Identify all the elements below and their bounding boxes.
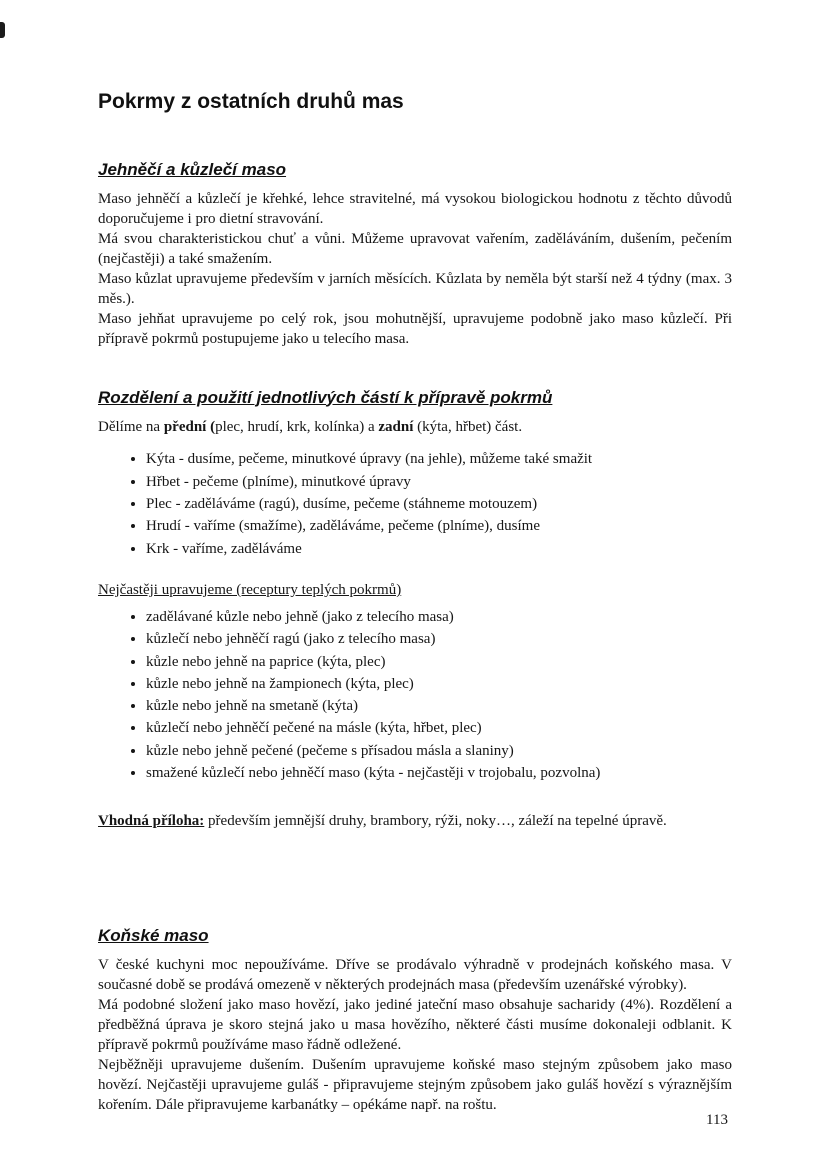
list-item: • smažené kůzlečí nebo jehněčí maso (kýta - nejčastěji v trojobalu, pozvolna) bbox=[146, 763, 732, 784]
list-item: • Hřbet - pečeme (plníme), minutkové úpravy bbox=[146, 472, 732, 493]
list-item: • kůzle nebo jehně na žampionech (kýta, plec) bbox=[146, 674, 732, 695]
page-content bbox=[98, 90, 732, 1116]
garnish-text: především jemnější druhy, brambory, rýži, noky…, záleží na tepelné úpravě. bbox=[204, 813, 667, 830]
paragraph: Nejběžněji upravujeme dušením. Dušením upravujeme koňské maso stejným způsobem jako maso hovězí. Nejčastěji upravujeme guláš - připravujeme stejným způsobem jako guláš hovězí s výraznějším kořením. Dále připravujeme karbanátky – opékáme např. na roštu. bbox=[98, 1056, 732, 1113]
paragraph: V české kuchyni moc nepoužíváme. Dříve se prodávalo výhradně v prodejnách koňského masa. V současné době se prodává omezeně v některých prodejnách masa (především uzenářské výrobky). bbox=[98, 957, 732, 994]
list-item: • kůzlečí nebo jehněčí pečené na másle (kýta, hřbet, plec) bbox=[146, 718, 732, 739]
intro-text: Dělíme na bbox=[98, 418, 164, 435]
section-lamb-goat-meat bbox=[98, 160, 732, 350]
intro-bold-front: přední ( bbox=[163, 418, 216, 435]
page-title: Pokrmy z ostatních druhů mas bbox=[98, 90, 404, 113]
section-heading-horse: Koňské maso bbox=[98, 926, 209, 946]
recipes-subheading: Nejčastěji upravujeme (receptury teplých pokrmů) bbox=[98, 581, 402, 598]
intro-bold-rear: zadní bbox=[378, 418, 414, 435]
list-item: • kůzlečí nebo jehněčí ragú (jako z telecího masa) bbox=[146, 629, 732, 650]
intro-text: plec, hrudí, krk, kolínka) a bbox=[215, 418, 379, 435]
list-item: • Kýta - dusíme, pečeme, minutkové úpravy (na jehle), můžeme také smažit bbox=[146, 449, 732, 470]
paragraph: Maso jehněčí a kůzlečí je křehké, lehce stravitelné, má vysokou biologickou hodnotu z těchto důvodů doporučujeme i pro dietní stravování. bbox=[98, 191, 732, 227]
garnish-line bbox=[98, 812, 732, 832]
section-meat-parts bbox=[98, 388, 732, 833]
page-number: 113 bbox=[706, 1112, 728, 1128]
list-item: • Krk - vaříme, zaděláváme bbox=[146, 539, 732, 560]
section-horse-meat bbox=[98, 926, 732, 1116]
scan-artifact bbox=[0, 22, 5, 38]
intro-text: (kýta, hřbet) část. bbox=[413, 418, 523, 435]
list-item: • zadělávané kůzle nebo jehně (jako z telecího masa) bbox=[146, 607, 732, 628]
recipes-list bbox=[98, 607, 732, 784]
list-item: • Plec - zaděláváme (ragú), dusíme, pečeme (stáhneme motouzem) bbox=[146, 494, 732, 515]
division-intro-line bbox=[98, 418, 732, 438]
section-heading-lamb: Jehněčí a kůzlečí maso bbox=[98, 160, 287, 179]
paragraph: Má svou charakteristickou chuť a vůni. Můžeme upravovat vařením, zaděláváním, dušením, pečením (nejčastěji) a také smažením. bbox=[98, 230, 732, 267]
list-item: • kůzle nebo jehně pečené (pečeme s přísadou másla a slaniny) bbox=[146, 741, 732, 762]
list-item: • kůzle nebo jehně na paprice (kýta, plec) bbox=[146, 652, 732, 673]
list-item: • Hrudí - vaříme (smažíme), zaděláváme, pečeme (plníme), dusíme bbox=[146, 516, 732, 537]
paragraph: Maso jehňat upravujeme po celý rok, jsou mohutnější, upravujeme podobně jako maso kůzlečí. Při přípravě pokrmů postupujeme jako u telecího masa. bbox=[98, 310, 732, 347]
paragraph: Maso kůzlat upravujeme především v jarních měsících. Kůzlata by neměla být starší než 4 týdny (max. 3 měs.). bbox=[98, 270, 732, 307]
section-heading-parts: Rozdělení a použití jednotlivých částí k přípravě pokrmů bbox=[98, 387, 553, 407]
meat-parts-list bbox=[98, 449, 732, 559]
list-item: • kůzle nebo jehně na smetaně (kýta) bbox=[146, 696, 732, 717]
paragraph: Má podobné složení jako maso hovězí, jako jediné jateční maso obsahuje sacharidy (4%). Rozdělení a předběžná úprava je skoro stejná jako u masa hovězího, některé části musíme dokonaleji odblanit. K přípravě pokrmů používáme maso řádně odležené. bbox=[98, 997, 732, 1053]
section-spacer bbox=[98, 878, 732, 926]
garnish-label: Vhodná příloha: bbox=[98, 813, 205, 830]
